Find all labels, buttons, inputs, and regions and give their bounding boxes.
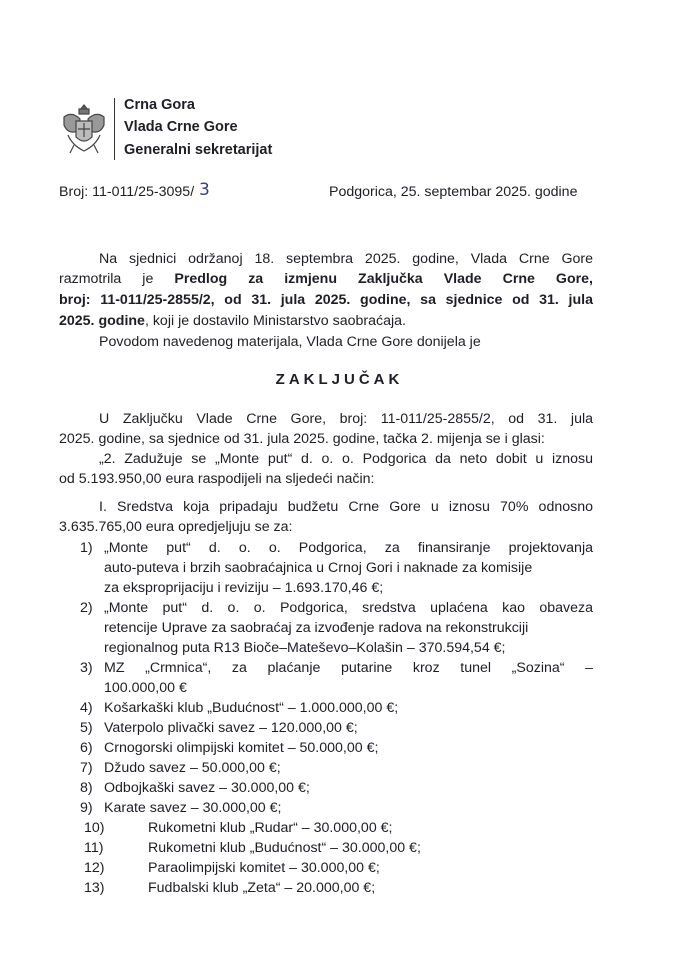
list-item-3-line-2: 100.000,00 € [104,680,187,696]
intro-line-2: razmotrila je Predlog za izmjenu Zaključka Vlade Crne Gore, [59,271,593,287]
body-p1-line-2: 2025. godine, sa sjednice od 31. jula 2025. godine, tačka 2. mijenja se i glasi: [59,431,545,447]
list-item-number: 9) [80,800,93,816]
body-p1-line-1: U Zaključku Vlade Crne Gore, broj: 11-011/25-2855/2, od 31. jula [99,411,593,427]
list-item-number: 7) [80,760,93,776]
list-item-10: Rukometni klub „Rudar“ – 30.000,00 €; [148,820,393,836]
list-item-number: 11) [84,840,104,856]
list-item-number: 4) [80,700,93,716]
intro-line-3: broj: 11-011/25-2855/2, od 31. jula 2025. godine, sa sjednice od 31. jula [59,292,593,308]
list-item-11: Rukometni klub „Budućnost“ – 30.000,00 €; [148,840,421,856]
list-item-2-line-2: retencije Uprave za saobraćaj za izvođenje radova na rekonstrukciji [104,620,529,636]
intro-line-1: Na sjednici održanoj 18. septembra 2025. godine, Vlada Crne Gore [99,251,593,267]
handwritten-number: 3 [199,180,210,200]
body-p3-line-1: I. Sredstva koja pripadaju budžetu Crne Gore u iznosu 70% odnosno [99,499,593,515]
list-item-1-line-3: za eksproprijaciju i reviziju – 1.693.170,46 €; [104,580,384,596]
list-item-12: Paraolimpijski komitet – 30.000,00 €; [148,860,380,876]
body-p3-line-2: 3.635.765,00 eura opredjeljuju se za: [59,519,293,535]
list-item-1-line-1: „Monte put“ d. o. o. Podgorica, za finansiranje projektovanja [104,540,593,556]
list-item-3-line-1: MZ „Crmnica“, za plaćanje putarine kroz tunel „Sozina“ – [104,660,593,676]
list-item-2-line-3: regionalnog puta R13 Bioče–Mateševo–Kolašin – 370.594,54 €; [104,640,506,656]
list-item-8: Odbojkaški savez – 30.000,00 €; [104,780,310,796]
list-item-number: 3) [80,660,93,676]
reference-number: Broj: 11-011/25-3095/ [59,184,195,200]
list-item-1-line-2: auto-puteva i brzih saobraćajnica u Crnoj Gori i naknade za komisije [104,560,533,576]
header-divider [114,98,115,160]
list-item-5: Vaterpolo plivački savez – 120.000,00 €; [104,720,358,736]
list-item-9: Karate savez – 30.000,00 €; [104,800,282,816]
body-p2-line-1: „2. Zadužuje se „Monte put“ d. o. o. Podgorica da neto dobit u iznosu [99,451,593,467]
list-item-number: 1) [80,540,93,556]
list-item-number: 5) [80,720,93,736]
list-item-7: Džudo savez – 50.000,00 €; [104,760,281,776]
intro-line-4: 2025. godine, koji je dostavilo Ministarstvo saobraćaja. [59,313,406,329]
list-item-4: Košarkaški klub „Budućnost“ – 1.000.000,00 €; [104,700,399,716]
list-item-6: Crnogorski olimpijski komitet – 50.000,00 €; [104,740,379,756]
document-title: ZAKLJUČAK [275,371,404,388]
header-country: Crna Gora [124,97,195,113]
header-secretariat: Generalni sekretarijat [124,142,273,158]
list-item-number: 12) [84,860,105,876]
intro-line-5: Povodom navedenog materijala, Vlada Crne Gore donijela je [99,334,481,350]
list-item-number: 2) [80,600,93,616]
coat-of-arms-emblem [58,101,110,159]
list-item-number: 10) [84,820,105,836]
body-p2-line-2: od 5.193.950,00 eura raspodijeli na sljedeći način: [59,471,375,487]
list-item-number: 8) [80,780,93,796]
list-item-13: Fudbalski klub „Zeta“ – 20.000,00 €; [148,880,376,896]
list-item-2-line-1: „Monte put“ d. o. o. Podgorica, sredstva uplaćena kao obaveza [104,600,593,616]
place-date: Podgorica, 25. septembar 2025. godine [329,184,578,200]
list-item-number: 13) [84,880,105,896]
header-government: Vlada Crne Gore [124,119,238,135]
list-item-number: 6) [80,740,93,756]
